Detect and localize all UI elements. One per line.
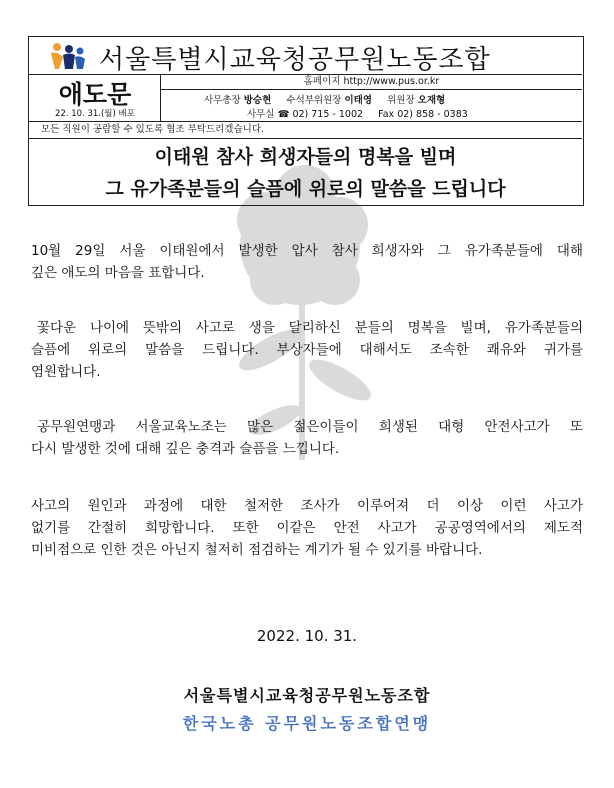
phone-number: 02) 715 - 1002: [292, 109, 364, 120]
meta-row: [29, 75, 582, 121]
text-line: 없기를 간절히 희망합니다. 또한 이같은 안전 사고가 공공영역에서의 제도적: [31, 520, 583, 536]
homepage-url[interactable]: http://www.pus.or.kr: [343, 76, 440, 87]
doc-label-box: [29, 75, 161, 121]
staff-line: [204, 92, 445, 106]
signature-federation: 한국노총 공무원노동조합연맹: [182, 714, 432, 733]
homepage-label: 홈페이지: [303, 76, 341, 87]
union-logo-icon: [49, 41, 87, 71]
doc-date: 22. 10. 31.(월) 배포: [55, 109, 135, 119]
text-line: 공무원연맹과 서울교육노조는 많은 젊은이들이 희생된 대형 안전사고가 또: [37, 419, 583, 435]
phone-icon: ☎: [277, 109, 290, 120]
fax-number: 02) 858 - 0383: [397, 109, 468, 120]
text-line: 미비점으로 인한 것은 아닌지 철저히 점검하는 계기가 될 수 있기를 바랍니다.: [31, 542, 483, 558]
text-line: 10월 29일 서울 이태원에서 발생한 압사 참사 희생자와 그 유가족분들에 대해: [31, 243, 583, 259]
doc-label: 애도문: [58, 80, 132, 109]
signature-org: 서울특별시교육청공무원노동조합: [183, 686, 431, 705]
staff-role: 사무총장: [204, 95, 241, 106]
staff-name: 오재형: [417, 95, 446, 106]
staff-name: 이태영: [344, 95, 373, 106]
title-line-2: 그 유가족분들의 슬픔에 위로의 말씀을 드립니다: [105, 178, 506, 200]
paragraph: [31, 416, 583, 460]
staff-role: 위원장: [387, 95, 415, 106]
staff-name: 방승현: [243, 95, 272, 106]
fax-label: Fax: [378, 109, 395, 120]
document-title: [29, 141, 582, 205]
text-line: 슬픔에 위로의 말씀을 드립니다. 부상자들에 대해서도 조속한 쾌유와 귀가를: [31, 342, 583, 358]
org-title: 서울특별시교육청공무원노동조합: [99, 45, 491, 75]
paragraph: [31, 317, 583, 383]
text-line: 꽃다운 나이에 뜻밖의 사고로 생을 달리하신 분들의 명복을 빌며, 유가족분들의: [37, 320, 583, 336]
title-line-1: 이태원 참사 희생자들의 명복을 빌며: [154, 146, 457, 168]
paragraph: [31, 495, 583, 561]
text-line: 사고의 원인과 과정에 대한 철저한 조사가 이루어져 더 이상 이런 사고가: [31, 498, 583, 514]
text-line: 염원합니다.: [31, 364, 101, 380]
office-label: 사무실: [247, 109, 275, 120]
text-line: 깊은 애도의 마음을 표합니다.: [31, 265, 205, 281]
text-line: 다시 발생한 것에 대해 깊은 충격과 슬픔을 느낍니다.: [31, 441, 340, 457]
office-line: [247, 106, 468, 120]
letterhead: [28, 36, 584, 206]
document-date: 2022. 10. 31.: [256, 627, 358, 645]
paragraph: [31, 240, 583, 284]
homepage-line: [161, 75, 582, 90]
org-row: [29, 37, 582, 75]
notice: 모든 직원이 공람할 수 있도록 협조 부탁드리겠습니다.: [29, 121, 582, 139]
staff-role: 수석부위원장: [286, 95, 342, 106]
